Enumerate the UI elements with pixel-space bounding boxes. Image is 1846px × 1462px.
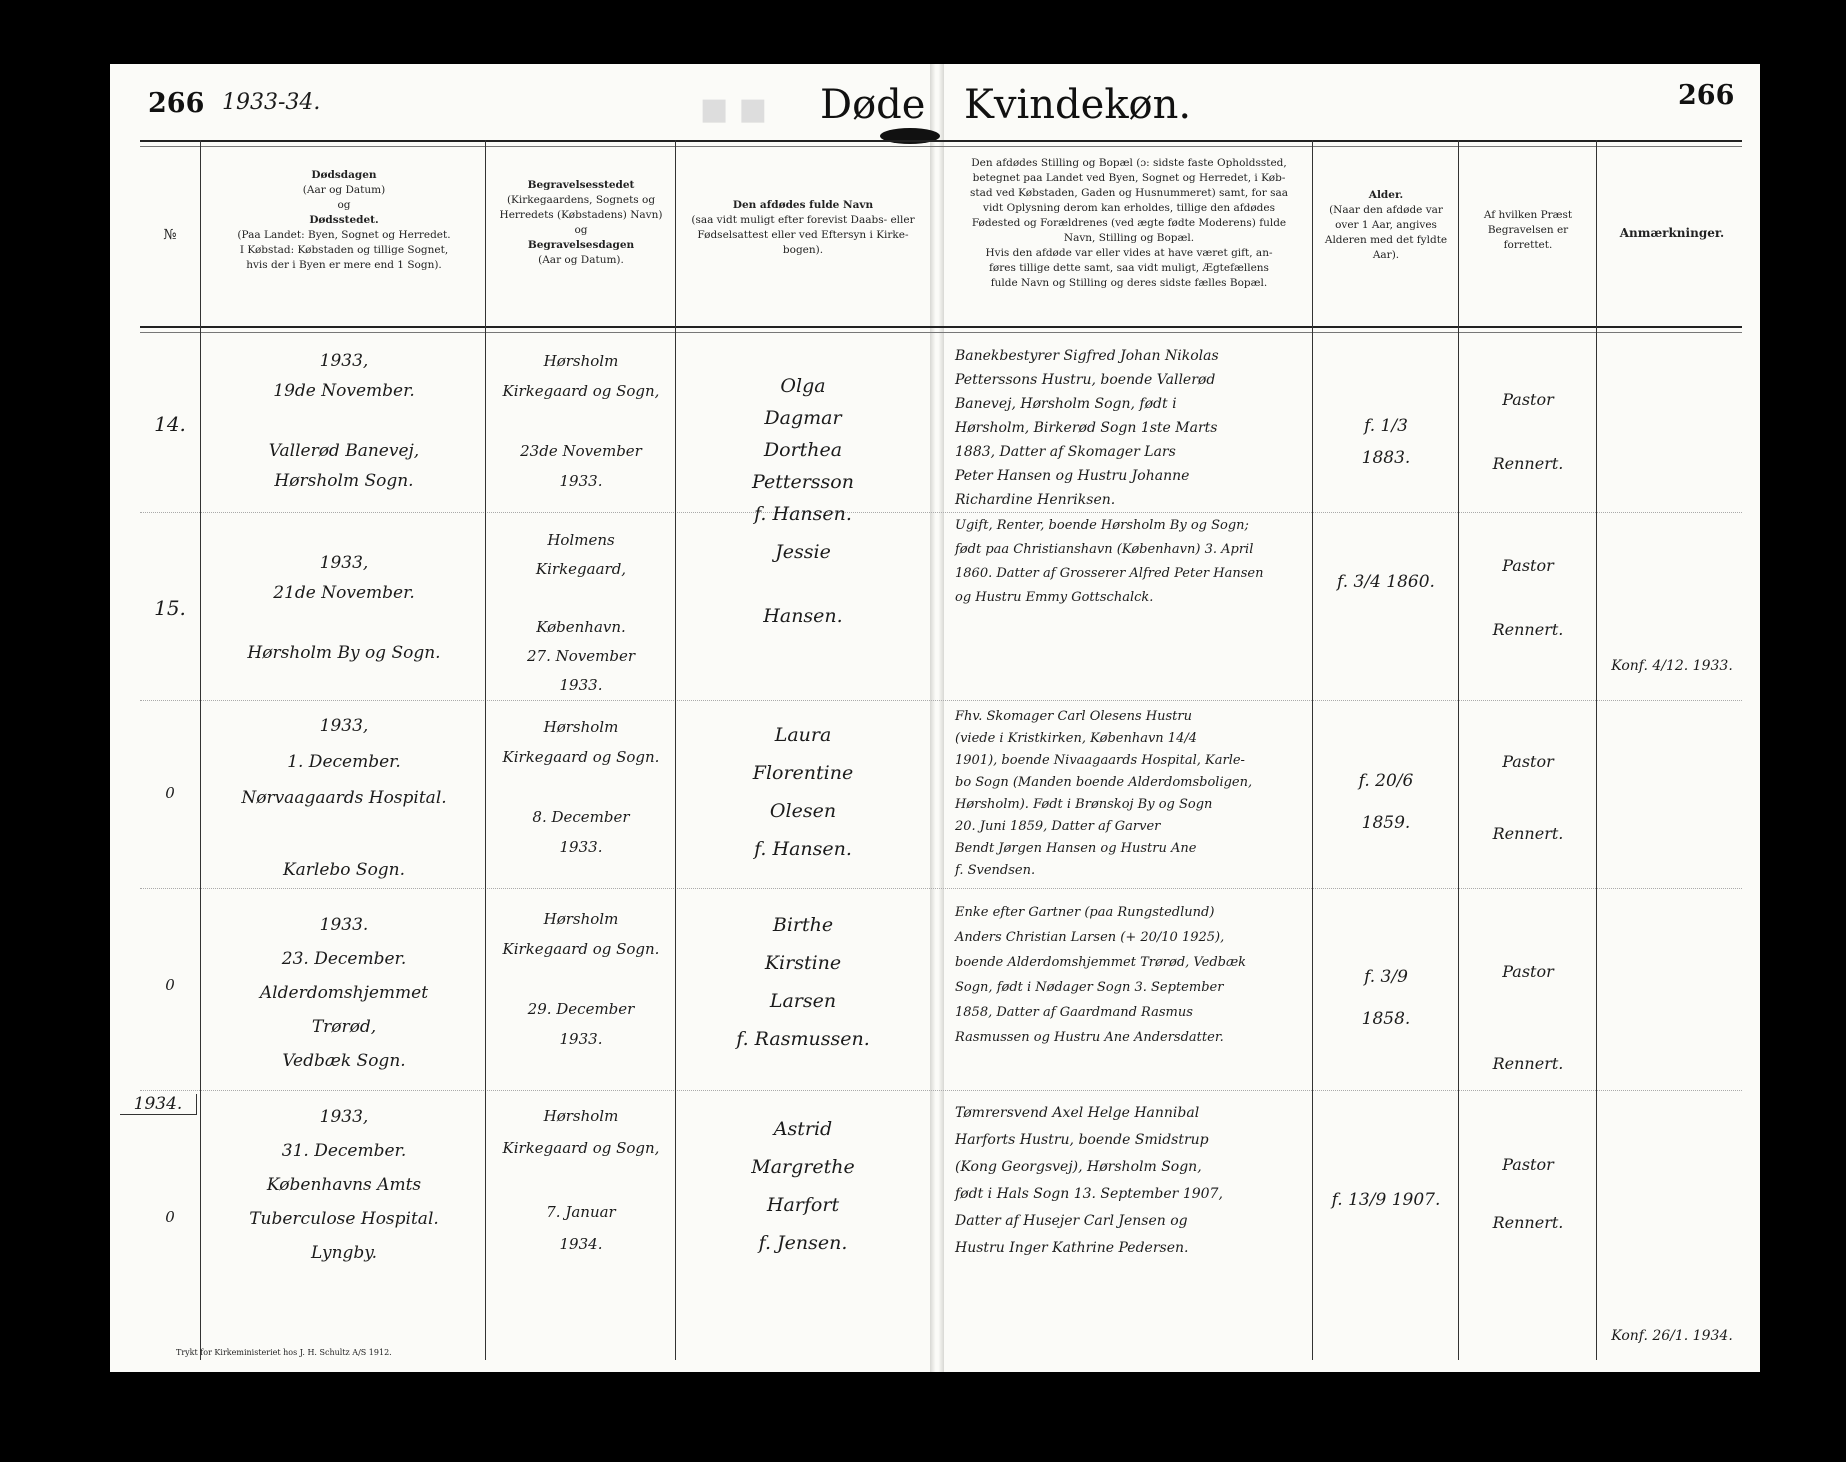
death-cell: 1933. 23. December. Alderdomshjemmet Trørød, Vedbæk Sogn. xyxy=(259,915,429,1071)
burial-cell: Hørsholm Kirkegaard og Sogn, 7. Januar 1934. xyxy=(502,1107,660,1253)
book-gutter xyxy=(930,64,944,1372)
age-cell: f. 3/4 1860. xyxy=(1337,572,1435,592)
name-cell: Olga Dagmar Dorthea Pettersson f. Hansen. xyxy=(752,375,854,525)
column-header-rule-thin xyxy=(140,332,1742,333)
death-cell: 1933, 1. December. Nørvaagaards Hospital. Karlebo Sogn. xyxy=(241,716,447,880)
burial-cell: Hørsholm Kirkegaard og Sogn. 8. December 1933. xyxy=(502,718,660,856)
death-cell: 1933, 31. December. Københavns Amts Tuberculose Hospital. Lyngby. xyxy=(249,1107,439,1263)
status-cell: Enke efter Gartner (paa Rungstedlund) Anders Christian Larsen (+ 20/10 1925), boende Alderdomshjemmet Trørød, Vedbæk Sogn, født i Nødager Sogn 3. September 1858, Datter af Gaardmand Rasmus Rasmussen og Hustru Ane Andersdatter. xyxy=(955,905,1247,1045)
bleed-through-text: ■ ■ xyxy=(700,92,768,127)
age-cell: f. 3/9 1858. xyxy=(1361,967,1411,1029)
col-header-priest: Af hvilken Præst Begravelsen er forrettet. xyxy=(1483,209,1573,251)
row-number: 0 xyxy=(165,976,175,994)
burial-cell: Hørsholm Kirkegaard og Sogn, 23de November 1933. xyxy=(502,352,660,490)
age-cell: f. 20/6 1859. xyxy=(1358,771,1414,833)
year-note: 1933-34. xyxy=(222,90,321,115)
col-divider xyxy=(675,140,676,1360)
name-cell: Laura Florentine Olesen f. Hansen. xyxy=(752,724,854,860)
name-cell: Jessie Hansen. xyxy=(763,541,843,627)
row-separator xyxy=(140,512,1742,513)
age-cell: f. 1/3 1883. xyxy=(1361,416,1411,468)
remark-cell: Konf. 4/12. 1933. xyxy=(1611,658,1733,674)
priest-cell: Pastor Rennert. xyxy=(1492,1155,1564,1232)
burial-cell: Hørsholm Kirkegaard og Sogn. 29. December 1933. xyxy=(502,910,660,1048)
col-header-no: № xyxy=(163,227,177,243)
row-separator xyxy=(140,700,1742,701)
burial-cell: Holmens Kirkegaard, København. 27. November 1933. xyxy=(526,531,635,694)
col-divider xyxy=(1596,140,1597,1360)
row-number: 15. xyxy=(154,596,186,620)
row-number: 0 xyxy=(165,784,175,802)
col-divider xyxy=(485,140,486,1360)
col-divider xyxy=(1458,140,1459,1360)
col-divider xyxy=(1312,140,1313,1360)
column-header-rule xyxy=(140,326,1742,328)
year-tab: 1934. xyxy=(120,1094,197,1115)
status-cell: Banekbestyrer Sigfred Johan Nikolas Petterssons Hustru, boende Vallerød Banevej, Hørsholm Sogn, født i Hørsholm, Birkerød Sogn 1ste Marts 1883, Datter af Skomager Lars Peter Hansen og Hustru Johanne Richardine Henriksen. xyxy=(955,348,1219,508)
row-number: 0 xyxy=(165,1208,175,1226)
remark-cell: Konf. 26/1. 1934. xyxy=(1611,1328,1733,1344)
name-cell: Astrid Margrethe Harfort f. Jensen. xyxy=(751,1118,855,1254)
priest-cell: Pastor Rennert. xyxy=(1492,962,1564,1073)
page-number-right: 266 xyxy=(1678,80,1735,111)
status-cell: Ugift, Renter, boende Hørsholm By og Sogn; født paa Christianshavn (København) 3. April 1860. Datter af Grosserer Alfred Peter Hansen og Hustru Emmy Gottschalck. xyxy=(955,518,1264,605)
col-header-age: Alder. (Naar den afdøde var over 1 Aar, angives Alderen med det fyldte Aar). xyxy=(1324,189,1448,261)
col-header-name: Den afdødes fulde Navn (saa vidt muligt efter forevist Daabs- eller Fødselsattest eller ved Eftersyn i Kirke- bogen). xyxy=(691,199,915,256)
col-divider xyxy=(200,140,201,1360)
title-right: Kvindekøn. xyxy=(964,82,1192,128)
name-cell: Birthe Kirstine Larsen f. Rasmussen. xyxy=(736,914,870,1050)
priest-cell: Pastor Rennert. xyxy=(1492,390,1564,473)
header-rule-thin xyxy=(140,146,1742,147)
priest-cell: Pastor Rennert. xyxy=(1492,556,1564,639)
title-left: Døde xyxy=(820,82,926,128)
death-cell: 1933, 19de November. Vallerød Banevej, Hørsholm Sogn. xyxy=(268,351,420,491)
col-header-death: Dødsdagen (Aar og Datum) og Dødsstedet. (Paa Landet: Byen, Sognet og Herredet. I Købstad: Købstaden og tillige Sognet, hvis der i Byen er mere end 1 Sogn). xyxy=(237,169,451,271)
death-cell: 1933, 21de November. Hørsholm By og Sogn. xyxy=(247,553,441,663)
row-number: 14. xyxy=(154,412,186,436)
priest-cell: Pastor Rennert. xyxy=(1492,752,1564,843)
col-header-remarks: Anmærkninger. xyxy=(1619,226,1725,240)
printer-imprint: Trykt for Kirkeministeriet hos J. H. Schultz A/S 1912. xyxy=(176,1348,392,1357)
row-separator xyxy=(140,888,1742,889)
page-number-left: 266 xyxy=(148,88,205,119)
status-cell: Tømrersvend Axel Helge Hannibal Harforts Hustru, boende Smidstrup (Kong Georgsvej), Hørsholm Sogn, født i Hals Sogn 13. September 1907, Datter af Husejer Carl Jensen og Hustru Inger Kathrine Pedersen. xyxy=(955,1105,1223,1256)
age-cell: f. 13/9 1907. xyxy=(1331,1190,1441,1210)
status-cell: Fhv. Skomager Carl Olesens Hustru (viede i Kristkirken, København 14/4 1901), boende Nivaagaards Hospital, Karle- bo Sogn (Manden boende Alderdomsboligen, Hørsholm). Født i Brønskoj By og Sogn 20. Juni 1859, Datter af Garver Bendt Jørgen Hansen og Hustru Ane f. Svendsen. xyxy=(955,709,1253,878)
col-header-status: Den afdødes Stilling og Bopæl (ɔ: sidste faste Opholdssted, betegnet paa Landet ved Byen, Sognet og Herredet, i Køb- stad ved Købstaden, Gaden og Husnummeret) samt, for saa vidt Oplysning derom kan erholdes, tillige den afdødes Fødested og Forældrenes (ved ægte fødte Moderens) fulde Navn, Stilling og Bopæl. Hvis den afdøde var eller vides at have været gift, an- føres tillige dette samt, saa vidt muligt, Ægtefællens fulde Navn og Stilling og deres sidste fælles Bopæl. xyxy=(970,157,1288,289)
col-header-burial: Begravelsesstedet (Kirkegaardens, Sognets og Herredets (Købstadens) Navn) og Begravelsesdagen (Aar og Datum). xyxy=(499,179,663,266)
header-rule xyxy=(140,140,1742,142)
